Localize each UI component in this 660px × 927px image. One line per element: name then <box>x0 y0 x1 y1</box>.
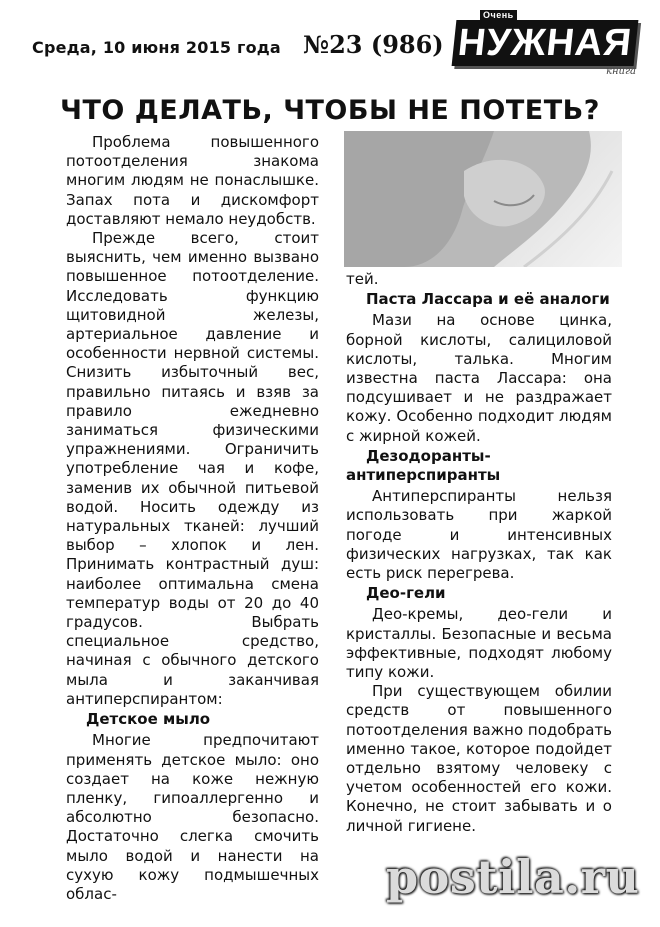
intro-paragraph: Проблема повышенного потоотделения знакома многим людям не понаслышке. Запах пота и дискомфорт доставляют немало неудобств. <box>66 133 319 228</box>
underarm-photo-illustration <box>344 131 622 267</box>
advice-paragraph: Прежде всего, стоит выяснить, чем именно вызвано повышенное потоотделение. Исследовать функцию щитовидной железы, артериальное давление и особенности нервной системы. Снизить избыточный вес, правильно питаясь и взяв за правило ежедневно заниматься физическими упражнениями. Ограничить употребление чая и кофе, заменив их обычной питьевой водой. Носить одежду из натуральных тканей: лучший выбор – хлопок и лен. Принимать контрастный душ: наиболее оптимальна смена температур воды от 20 до 40 градусов. Выбрать специальное средство, начиная с обычного детского мыла и заканчивая антиперспирантом: <box>66 229 319 708</box>
newspaper-header <box>0 0 660 88</box>
lassar-paste-paragraph: Мази на основе цинка, борной кислоты, салициловой кислоты, талька. Многим известна паста Лассара: она подсушивает и не раздражает кожу. Особенно подходит людям с жирной кожей. <box>346 311 612 445</box>
logo-title: НУЖНАЯ <box>452 20 639 66</box>
watermark-text: postila.ru <box>386 850 640 904</box>
deo-gels-paragraph: Део-кремы, део-гели и кристаллы. Безопасные и весьма эффективные, подходят любому типу кожи. <box>346 605 612 682</box>
section-heading-lassar-paste: Паста Лассара и её аналоги <box>366 290 610 309</box>
conclusion-paragraph: При существующем обилии средств от повышенного потоотделения важно подобрать именно такое, которое подойдет отдельно взятому человеку с учетом особенностей его кожи. Конечно, не стоит забывать и о личной гигиене. <box>346 682 612 835</box>
continued-text: тей. <box>346 270 379 288</box>
site-watermark <box>386 848 660 927</box>
issue-number: №23 (986) <box>303 30 444 59</box>
section-heading-deo-gels: Део-гели <box>366 584 446 603</box>
baby-soap-paragraph: Многие предпочитают применять детское мыло: оно создает на коже нежную пленку, гипоаллергенно и абсолютно безопасно. Достаточно слегка смочить мыло водой и нанести на сухую кожу подмышечных облас- <box>66 731 319 903</box>
logo-small-text: Очень <box>480 10 517 20</box>
article-headline: ЧТО ДЕЛАТЬ, ЧТОБЫ НЕ ПОТЕТЬ? <box>60 95 600 126</box>
section-heading-antiperspirants: Дезодоранты-антиперспиранты <box>346 446 501 485</box>
article-left-column <box>66 133 319 904</box>
antiperspirants-paragraph: Антиперспиранты нельзя использовать при жаркой погоде и интенсивных физических нагрузках, так как есть риск перегрева. <box>346 487 612 583</box>
article-photo <box>344 131 622 267</box>
issue-date: Среда, 10 июня 2015 года <box>32 38 281 57</box>
newspaper-logo <box>454 10 642 80</box>
section-heading-baby-soap: Детское мыло <box>86 710 211 729</box>
article-right-column <box>346 270 612 836</box>
logo-tagline: книга <box>605 66 636 77</box>
